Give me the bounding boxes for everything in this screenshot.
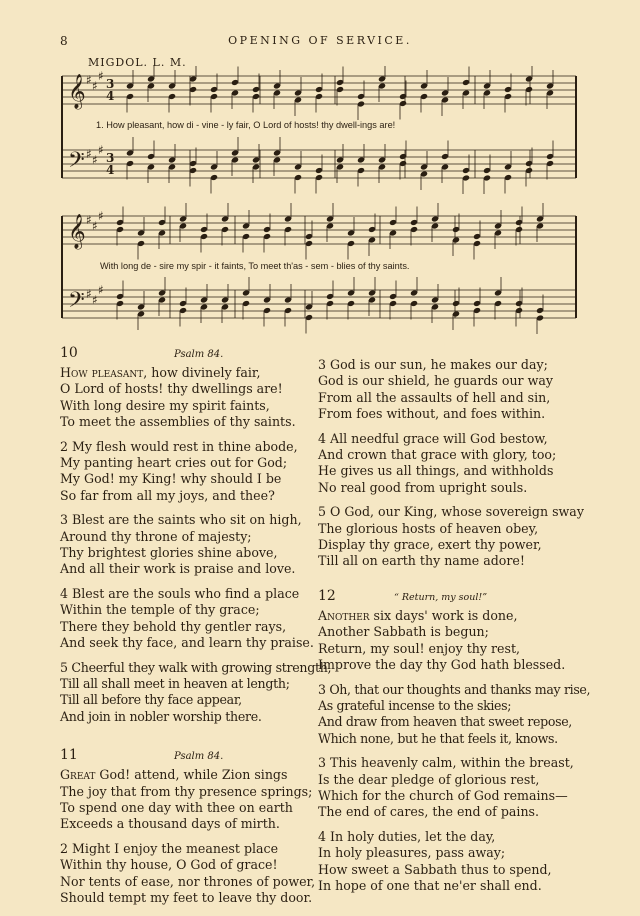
- lyric-line-1: 1. How pleasant, how di - vine - ly fair, O Lord of hosts! thy dwell-ings are!: [96, 120, 396, 130]
- verse-line: Nor tents of ease, nor thrones of power,: [60, 873, 316, 889]
- verse-line: 3 This heavenly calm, within the breast,: [318, 755, 574, 771]
- verse-line: Around thy throne of majesty;: [60, 528, 252, 544]
- stanza: [318, 357, 588, 423]
- hymn-11-header: [60, 747, 360, 767]
- scripture-reference: Psalm 84.: [174, 349, 224, 360]
- music-score: [60, 66, 580, 336]
- scripture-reference: “ Return, my soul!”: [394, 591, 488, 603]
- lyric-line-2: With long de - sire my spir - it faints, To meet th'as - sem - blies of thy saints.: [100, 261, 410, 271]
- stanza: [318, 681, 591, 748]
- svg-text:♯: ♯: [86, 147, 92, 161]
- verse-line: He gives us all things, and withholds: [318, 463, 554, 479]
- verse-line: 3 God is our sun, he makes our day;: [318, 357, 548, 372]
- verse-line: To spend one day with thee on earth: [60, 799, 293, 815]
- verse-line: To meet the assemblies of thy saints.: [60, 414, 296, 430]
- stanza: [318, 829, 588, 895]
- verse-line: O Lord of hosts! thy dwellings are!: [60, 381, 283, 397]
- verse-line: 4 In holy duties, let the day,: [318, 828, 496, 844]
- verse-line: Improve the day thy God hath blessed.: [318, 657, 566, 673]
- verse-line: My God! my King! why should I be: [60, 471, 282, 487]
- verse-line: Display thy grace, exert thy power,: [318, 537, 542, 553]
- verse-line: Till all shall meet in heaven at length;: [60, 675, 290, 691]
- verse-line: 2 My flesh would rest in thine abode,: [60, 438, 298, 454]
- first-words: How pleasant,: [60, 365, 148, 380]
- svg-text:♯: ♯: [98, 283, 104, 297]
- stanza: [60, 586, 360, 652]
- hymn-number: 12: [318, 587, 336, 604]
- svg-text:♯: ♯: [98, 69, 104, 83]
- verse-line: Return, my soul! enjoy thy rest,: [318, 640, 521, 656]
- svg-text:♯: ♯: [98, 143, 104, 157]
- verse-line: My panting heart cries out for God;: [60, 455, 288, 471]
- verse-line: In holy pleasures, pass away;: [318, 845, 506, 861]
- treble-clef-icon: 𝄞: [68, 74, 86, 109]
- svg-text:♯: ♯: [92, 79, 98, 93]
- verse-line: how divinely fair,: [147, 365, 261, 380]
- stanza: [60, 365, 360, 431]
- verse-line: And join in nobler worship there.: [60, 708, 262, 724]
- hymn-10-header: [60, 345, 360, 365]
- verse-line: In hope of one that ne'er shall end.: [318, 877, 542, 893]
- verse-line: The glorious hosts of heaven obey,: [318, 520, 539, 536]
- verse-line: How sweet a Sabbath thus to spend,: [318, 861, 552, 877]
- verse-line: The end of cares, the end of pains.: [318, 804, 540, 820]
- verse-line: Thy brightest glories shine above,: [60, 545, 278, 561]
- svg-text:4: 4: [106, 163, 115, 177]
- verse-line: From all the assaults of hell and sin,: [318, 389, 551, 405]
- svg-text:♯: ♯: [92, 219, 98, 233]
- verse-line: Should tempt my feet to leave thy door.: [60, 889, 313, 905]
- verse-line: Exceeds a thousand days of mirth.: [60, 816, 280, 832]
- stanza: [318, 504, 588, 570]
- left-column: [60, 345, 360, 914]
- hymn-number: 11: [60, 747, 78, 764]
- verse-line: 4 All needful grace will God bestow,: [318, 430, 548, 446]
- verse-line: Is the dear pledge of glorious rest,: [318, 771, 540, 787]
- verse-line: Which none, but he that feels it, knows.: [318, 730, 558, 746]
- svg-text:♯: ♯: [86, 73, 92, 87]
- hymn-number: 10: [60, 345, 78, 361]
- verse-line: 3 Oh, that our thoughts and thanks may rise,: [318, 681, 591, 697]
- scripture-reference: Psalm 84.: [174, 751, 224, 763]
- first-words: Great: [60, 767, 96, 783]
- treble-clef-icon: 𝄞: [68, 214, 86, 249]
- verse-line: 5 O God, our King, whose sovereign sway: [318, 504, 584, 520]
- verse-line: Till all before thy face appear,: [60, 692, 242, 708]
- svg-text:4: 4: [106, 89, 115, 103]
- verse-line: Which for the church of God remains—: [318, 787, 568, 803]
- page-number: 8: [60, 34, 68, 48]
- stanza: [60, 660, 360, 726]
- verse-line: 2 Might I enjoy the meanest place: [60, 840, 279, 856]
- verse-line: With long desire my spirit faints,: [60, 397, 270, 413]
- verse-line: There they behold thy gentler rays,: [60, 618, 287, 634]
- verse-line: God! attend, while Zion sings: [95, 767, 288, 783]
- svg-text:♯: ♯: [92, 293, 98, 307]
- right-column: [318, 357, 591, 902]
- key-signature: [86, 69, 104, 307]
- stanza: [60, 439, 360, 505]
- verse-line: And crown that grace with glory, too;: [318, 447, 557, 463]
- svg-text:♯: ♯: [86, 287, 92, 301]
- verse-line: And seek thy face, and learn thy praise.: [60, 635, 314, 651]
- verse-line: God is our shield, he guards our way: [318, 373, 553, 389]
- svg-text:3: 3: [106, 151, 115, 165]
- stanza: [60, 767, 360, 833]
- verse-line: And all their work is praise and love.: [60, 561, 296, 577]
- svg-text:♯: ♯: [98, 209, 104, 223]
- verse-line: No real good from upright souls.: [318, 479, 528, 495]
- bass-clef-icon: 𝄢: [68, 288, 85, 318]
- verse-line: 3 Blest are the saints who sit on high,: [60, 512, 302, 528]
- bass-clef-icon: 𝄢: [68, 148, 85, 178]
- svg-text:3: 3: [106, 77, 115, 91]
- first-words: Another: [318, 607, 370, 623]
- verse-line: Within the temple of thy grace;: [60, 602, 260, 618]
- svg-text:♯: ♯: [92, 153, 98, 167]
- verse-line: And draw from heaven that sweet repose,: [318, 714, 572, 730]
- svg-text:♯: ♯: [86, 213, 92, 227]
- verse-line: Within thy house, O God of grace!: [60, 857, 278, 873]
- hymn-12-header: [318, 588, 588, 608]
- verse-line: The joy that from thy presence springs;: [60, 783, 313, 799]
- verse-line: 4 Blest are the souls who find a place: [60, 585, 300, 601]
- verse-line: As grateful incense to the skies;: [318, 697, 512, 713]
- stanza: [318, 755, 588, 821]
- running-head: OPENING OF SERVICE.: [228, 34, 412, 47]
- verse-line: six days' work is done,: [369, 607, 518, 623]
- verse-line: Till all on earth thy name adore!: [318, 553, 525, 569]
- verse-line: Another Sabbath is begun;: [318, 624, 489, 640]
- verse-line: So far from all my joys, and thee?: [60, 487, 275, 503]
- stanza: [60, 512, 360, 578]
- stanza: [60, 841, 360, 907]
- verse-line: 5 Cheerful they walk with growing strength,: [60, 659, 332, 675]
- tune-name: MIGDOL. L. M.: [88, 56, 187, 69]
- stanza: [318, 608, 588, 674]
- stanza: [318, 431, 588, 497]
- verse-line: From foes without, and foes within.: [318, 406, 546, 422]
